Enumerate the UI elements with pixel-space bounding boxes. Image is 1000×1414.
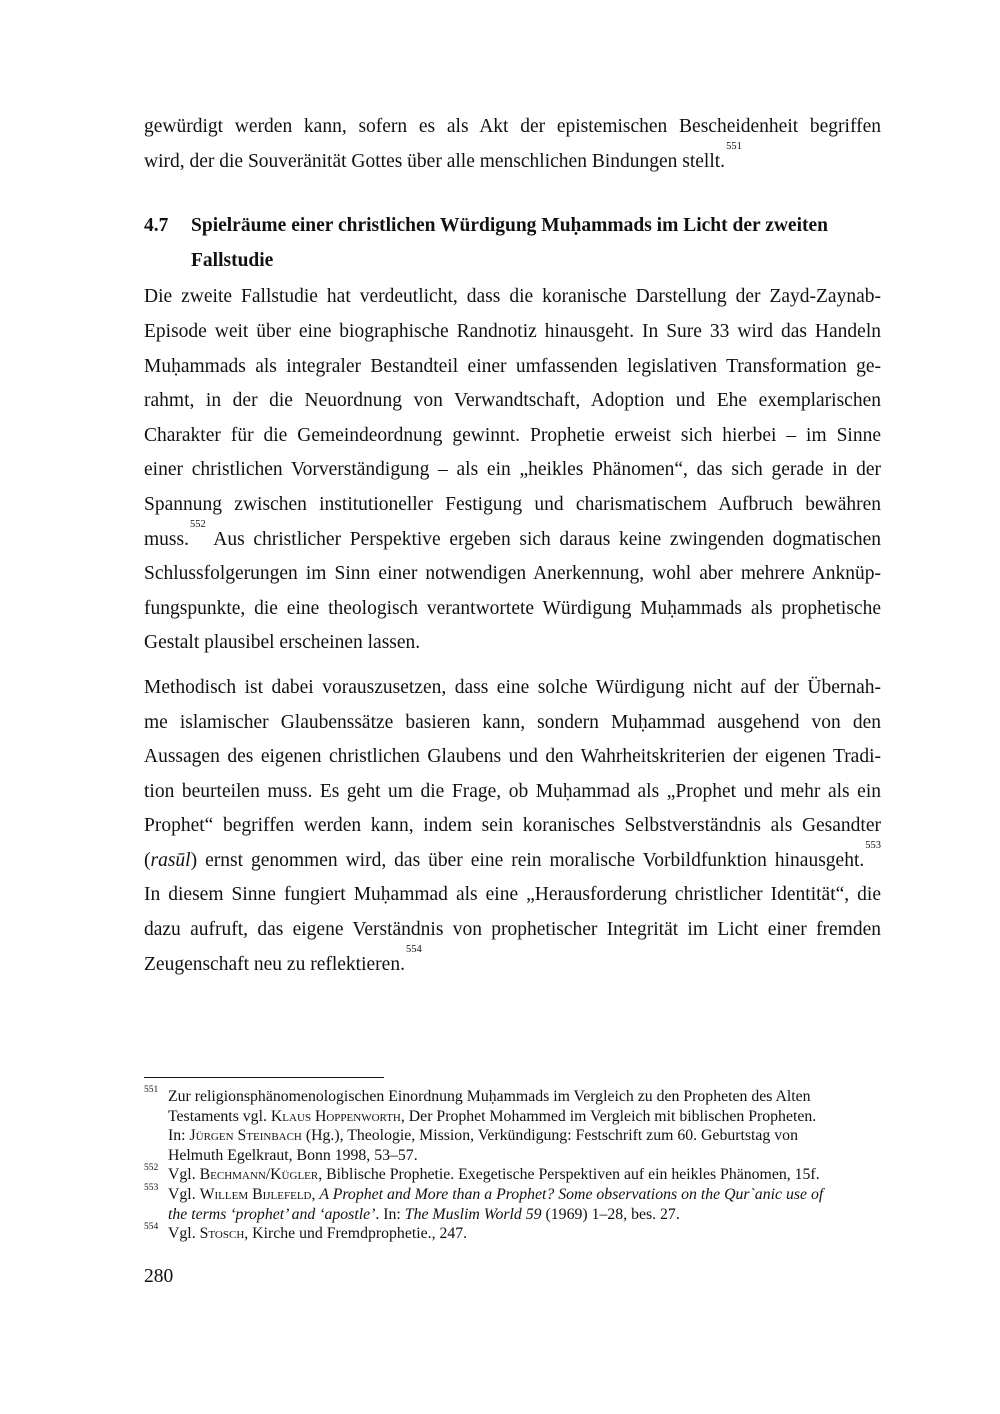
footnote-number: 554 <box>144 1222 159 1233</box>
page-number: 280 <box>144 1266 174 1287</box>
author-name: Klaus Hoppenworth <box>270 1107 401 1125</box>
section-heading <box>144 209 881 278</box>
main-text <box>144 110 881 982</box>
text-line: fungspunkte, die eine theologisch verantwortete Würdigung Muḥammads als prophetische <box>144 597 881 619</box>
text-line: Prophet“ begriffen werden kann, indem sein koranisches Selbstverständnis als Gesandter <box>144 815 881 837</box>
footnote-separator <box>144 1077 384 1078</box>
text-line: tion beurteilen muss. Es geht um die Frage, ob Muḥammad als „Prophet und mehr als ein <box>144 780 881 802</box>
footnote-number: 551 <box>144 1085 159 1095</box>
text-line: Muḥammads als integraler Bestandteil einer umfassenden legislativen Transformation ge- <box>144 355 881 377</box>
author-name: Bechmann/Kügler <box>199 1166 319 1184</box>
continuation-paragraph <box>144 110 881 179</box>
footnote-number: 553 <box>144 1182 159 1193</box>
text-line: wird, der die Souveränität Gottes über alle menschlichen Bindungen stellt.$^{551}$ <box>144 140 742 172</box>
text-line: Aussagen des eigenen christlichen Glaubens und den Wahrheitskriterien der eigenen Tradi- <box>144 746 881 768</box>
author-name: Stosch <box>199 1225 245 1243</box>
footnote-551: 551 Zur religionsphänomenologischen Einordnung Muḥammads im Vergleich zu den Propheten des Alten Testaments vgl. Klaus Hoppenworth, Der Prophet Mohammed im Vergleich mit biblischen Propheten. In: Jürgen Steinbach (Hg.), Theologie, Mission, Verkündigung: Festschrift zum 60. Geburtstag von Helmuth Egelkraut, Bonn 1998, 53–57. <box>144 1085 817 1164</box>
footnote-ref-552[interactable]: 552 <box>189 518 206 530</box>
author-name: Jürgen Steinbach <box>189 1127 302 1145</box>
text-line: In diesem Sinne fungiert Muḥammad als eine „Herausforderung christlicher Identität“, die <box>144 884 881 906</box>
footnote-552: 552 Vgl. Bechmann/Kügler, Biblische Prophetie. Exegetische Perspektiven auf ein heikles Phänomen, 15f. <box>144 1163 820 1184</box>
text-line: me islamischer Glaubenssätze basieren kann, sondern Muḥammad ausgehend von den <box>144 711 881 733</box>
text-line: Episode weit über eine biographische Randnotiz hinausgeht. In Sure 33 wird das Handeln <box>144 320 881 342</box>
text-line: Spannung zwischen institutioneller Festigung und charismatischem Aufbruch bewähren <box>144 493 881 515</box>
text-line: Die zweite Fallstudie hat verdeutlicht, dass die koranische Darstellung der Zayd-Zaynab- <box>144 286 881 308</box>
text-line: muss.$^{552}$ Aus christlicher Perspektive ergeben sich daraus keine zwingenden dogmatischen <box>144 518 881 550</box>
text-line: Gestalt plausibel erscheinen lassen. <box>144 632 421 654</box>
footnote-ref-551[interactable]: 551 <box>726 140 742 152</box>
footnote-ref-554[interactable]: 554 <box>405 943 422 955</box>
text-line: Methodisch ist dabei vorauszusetzen, dass eine solche Würdigung nicht auf der Übernah- <box>144 676 881 698</box>
text-line: einer christlichen Vorverständigung – als ein „heikles Phänomen“, das sich gerade in der <box>144 459 881 481</box>
text-line: Schlussfolgerungen im Sinn einer notwendigen Anerkennung, wohl aber mehrere Anknüp- <box>144 563 881 585</box>
text-line: Zeugenschaft neu zu reflektieren.$^{554}$ <box>144 943 422 975</box>
text-line: rahmt, in der die Neuordnung von Verwandtschaft, Adoption und Ehe exemplarischen <box>144 390 881 412</box>
text-line: gewürdigt werden kann, sofern es als Akt der epistemischen Bescheidenheit begriffen <box>144 116 881 137</box>
text-line: (rasūl) ernst genommen wird, das über eine rein moralische Vorbildfunktion hinausgeht.$^{553}$ <box>144 839 881 871</box>
paragraph-2 <box>144 671 881 982</box>
footnotes <box>144 1087 881 1244</box>
text-line: Charakter für die Gemeindeordnung gewinnt. Prophetie erweist sich hierbei – im Sinne <box>144 424 881 446</box>
section-number: 4.7 <box>144 215 169 237</box>
author-name: Willem Bijlefeld <box>199 1185 312 1203</box>
section-title: Spielräume einer christlichen Würdigung Muḥammads im Licht der zweiten Fallstudie <box>191 215 828 271</box>
text-line: dazu aufruft, das eigene Verständnis von prophetischer Integrität im Licht einer fremden <box>144 919 881 941</box>
footnote-553: 553 Vgl. Willem Bijlefeld, A Prophet and More than a Prophet? Some observations on the Qur`anic use of the terms ‘prophet’ and ‘apostle’. In: The Muslim World 59 (1969) 1–28, bes. 27. <box>144 1182 824 1223</box>
footnote-ref-553[interactable]: 553 <box>865 839 881 851</box>
footnote-554: 554 Vgl. Stosch, Kirche und Fremdprophetie., 247. <box>144 1222 468 1243</box>
paragraph-1 <box>144 280 881 661</box>
footnote-number: 552 <box>144 1163 159 1174</box>
